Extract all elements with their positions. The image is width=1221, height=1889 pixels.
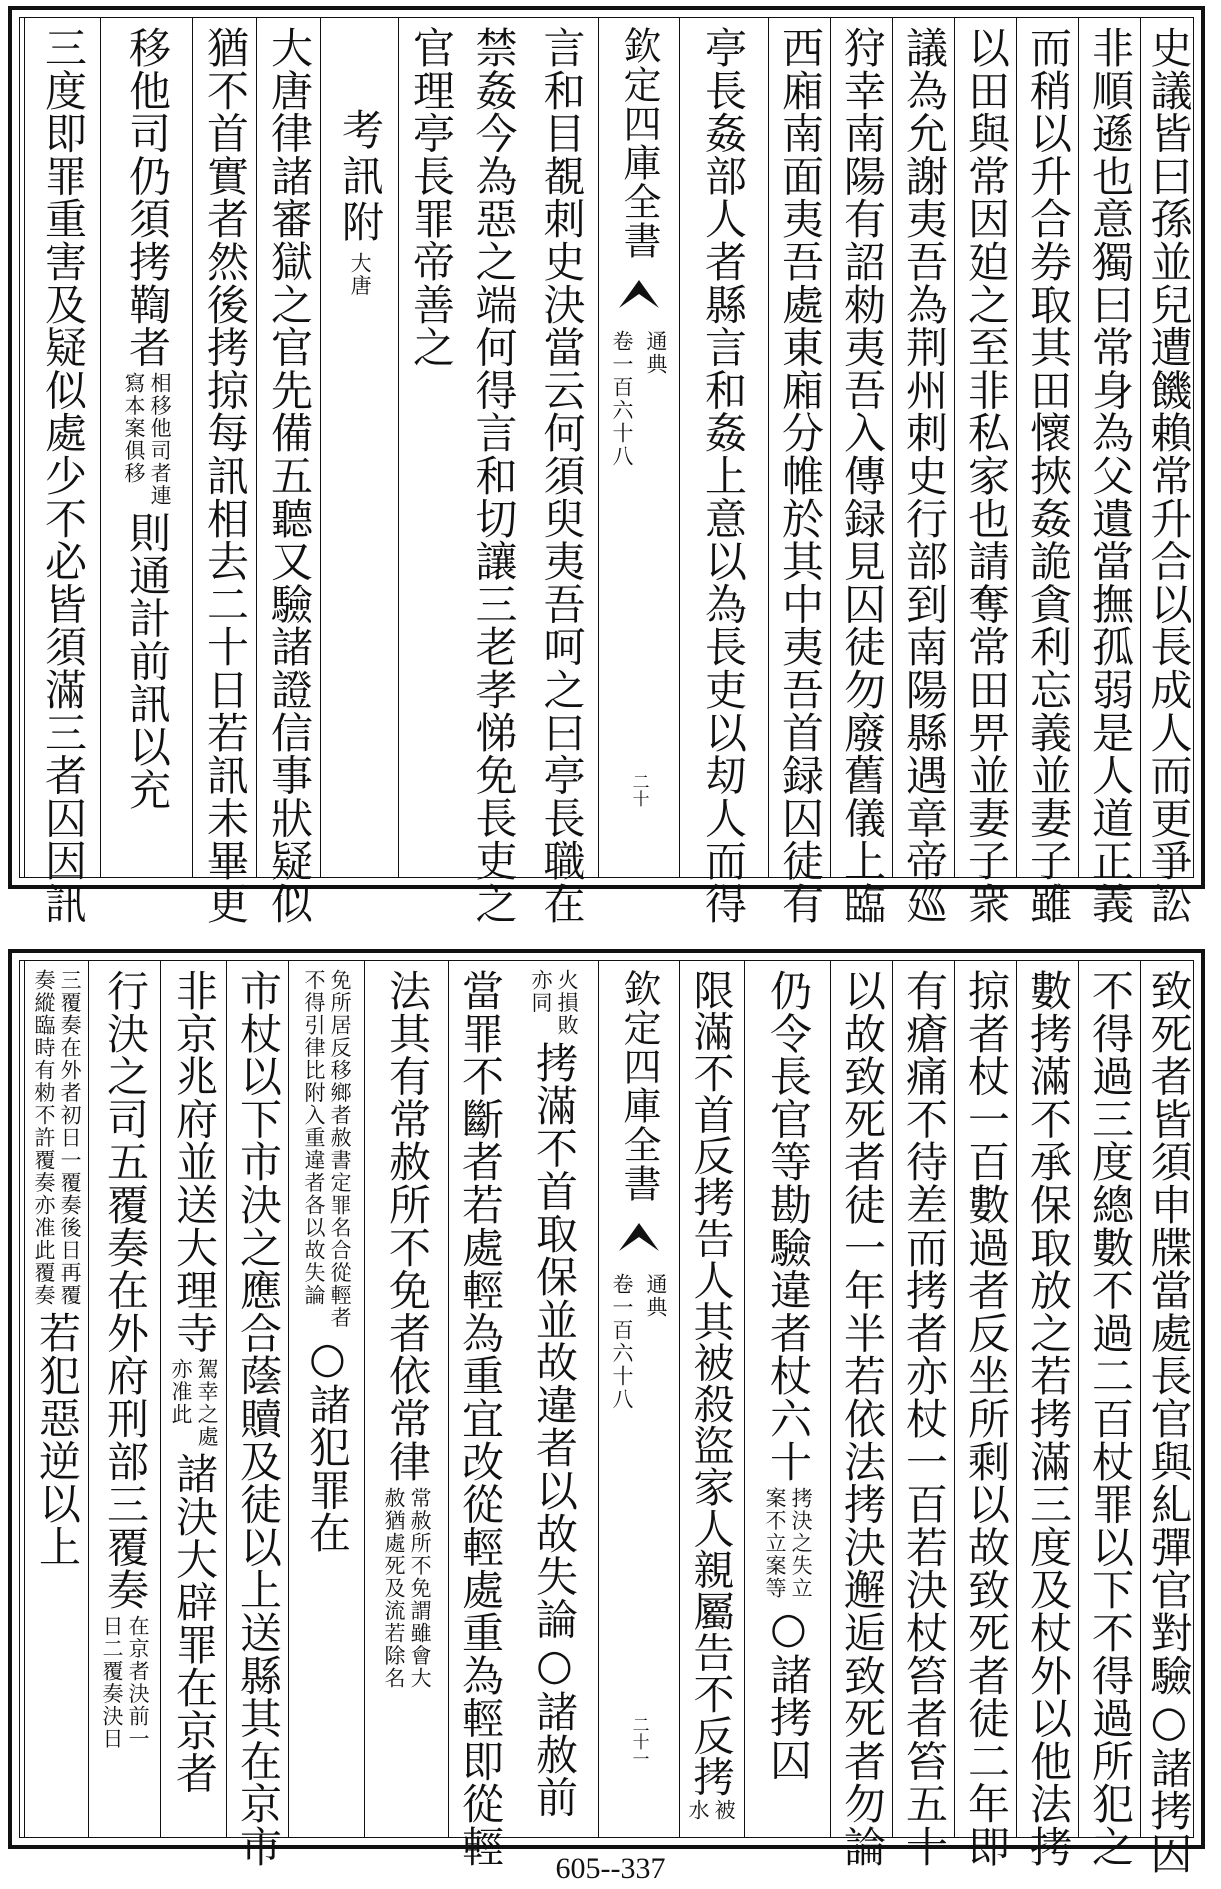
text-column (954, 18, 1017, 925)
column-text: 仍令長官等勘驗違者杖六十 (764, 969, 813, 1483)
book-title: 欽定四庫全書 (617, 969, 661, 1203)
column-text: 行決之司五覆奏在外府刑部三覆奏 (101, 969, 150, 1611)
text-column-with-note (364, 961, 449, 1837)
top-page (8, 6, 1205, 925)
text-column-with-note (24, 961, 89, 1837)
column-text: 限滿不首反拷告人其被殺盜家人親屬告不反拷 (686, 969, 735, 1797)
text-column (678, 18, 768, 925)
center-header-column (598, 18, 680, 877)
text-column-with-note (510, 961, 598, 1837)
text-column (892, 961, 955, 1868)
text-column (892, 18, 955, 925)
leaf-number: 二十一 (628, 1716, 649, 1767)
column-text: 史議皆曰孫並兒遭饑賴常升合以長成人而更爭訟 (1144, 26, 1194, 925)
center-header-column (598, 961, 680, 1837)
book-name: 通典 (644, 1273, 668, 1319)
column-text: 西廂南面夷吾處東廂分帷於其中夷吾首録囚徒有 (776, 26, 825, 925)
top-page-frame (19, 17, 1194, 925)
column-text: 數拷滿不承保取放之若拷滿三度及杖外以他法拷 (1024, 969, 1073, 1868)
text-column (192, 18, 257, 925)
column-text: 掠者杖一百數過者反坐所剩以故致死者徒二年即 (962, 969, 1011, 1868)
column-text: 法其有常赦所不免者依常律 (383, 969, 432, 1483)
column-text: 移他司仍須拷鞫者 (123, 26, 172, 369)
text-column (398, 18, 463, 877)
column-text: 不得過三度總數不過二百杖罪以下不得過所犯之 (1086, 969, 1135, 1868)
text-column (1078, 961, 1141, 1868)
text-column (1016, 18, 1079, 925)
column-text: 拷滿不首取保並故違者以故失論○諸赦前 (530, 1040, 579, 1818)
text-column (24, 18, 101, 925)
interlinear-note-left: 水 (686, 1799, 710, 1822)
interlinear-note-left: 不得引律比附入重違者各以故失論 (302, 969, 326, 1307)
interlinear-note-left: 日二覆奏決日 (100, 1615, 124, 1750)
text-column-with-note (88, 961, 161, 1837)
text-column (256, 18, 321, 925)
text-column (678, 961, 744, 1837)
interlinear-note-right: 常赦所不免謂雖會大 (408, 1486, 433, 1690)
column-text: 諸決大辟罪在京者 (170, 1452, 219, 1795)
section-heading-note: 大唐 (348, 252, 373, 297)
column-text: 議為允謝夷吾為荆州刺史行部到南陽縣遇章帝廵 (900, 26, 949, 925)
interlinear-note-left: 寫本案俱移 (122, 372, 146, 485)
fish-tail-mark-icon (617, 1217, 661, 1253)
interlinear-note-right: 駕幸之處 (195, 1358, 220, 1449)
interlinear-note-left: 赦猶處死及流若除名 (382, 1486, 406, 1690)
column-text: 致死者皆須申牒當處長官與糺彈官對驗○諸拷囚 (1144, 969, 1194, 1875)
interlinear-note-right: 免所居反移鄉者赦書定罪名合從輕者 (328, 969, 353, 1329)
column-text: 猶不首實者然後拷掠每訊相去二十日若訊未畢更 (201, 26, 250, 925)
page-footer-number: 605--337 (555, 1852, 666, 1885)
volume-number: 卷一百六十八 (610, 330, 634, 468)
column-text: 市杖以下市決之應合蔭贖及徒以上送縣其在京市 (234, 969, 283, 1868)
book-name: 通典 (644, 330, 668, 376)
interlinear-note-left: 亦同 (529, 969, 553, 1014)
section-heading: 考訊附 (336, 108, 385, 246)
column-text: 大唐律諸審獄之官先備五聽又驗諸證信事狀疑似 (265, 26, 314, 925)
text-column (830, 961, 893, 1868)
text-column (1140, 961, 1196, 1875)
text-column-with-note (288, 961, 365, 1837)
column-text: 而稍以升合券取其田懷挾姦詭貪利忘義並妻子雖 (1024, 26, 1073, 925)
column-text: 有瘡痛不待差而拷者亦杖一百若決杖笞者笞五十 (900, 969, 949, 1868)
text-column (1078, 18, 1141, 925)
interlinear-note-right: 拷決之失立 (789, 1486, 814, 1600)
interlinear-note-left: 亦准此 (169, 1358, 193, 1426)
section-heading-column (320, 18, 399, 877)
column-text: 官理亭長罪帝善之 (407, 26, 456, 369)
interlinear-note-left: 奏縱臨時有勑不許覆奏亦准此覆奏 (32, 969, 56, 1307)
fish-tail-mark-icon (617, 274, 661, 310)
column-text: 禁姦今為惡之端何得言和切讓三老孝悌免長吏之 (469, 26, 519, 925)
column-text: 非京兆府並送大理寺 (170, 969, 219, 1355)
interlinear-note-right: 在京者決前一 (126, 1615, 151, 1750)
book-title: 欽定四庫全書 (617, 26, 661, 260)
column-text: 以田與常因廹之至非私家也請奪常田畀並妻子衆 (962, 26, 1011, 925)
column-text: 當罪不斷者若處輕為重宜改從輕處重為輕即從輕 (456, 969, 505, 1868)
text-column (954, 961, 1017, 1868)
text-column (525, 18, 598, 925)
text-column (462, 18, 525, 925)
column-text: 非順遜也意獨曰常身為父遺當撫孤弱是人道正義 (1086, 26, 1135, 925)
interlinear-note-right: 火損敗 (555, 969, 580, 1037)
interlinear-note-right: 相移他司者連 (148, 372, 173, 508)
column-text: 亭長姦部人者縣言和姦上意以為長吏以刧人而得 (699, 26, 748, 925)
text-column-with-note (100, 18, 193, 877)
column-text: 三度即罪重害及疑似處少不必皆須滿三者囚因訊 (39, 26, 88, 925)
text-column-with-note (160, 961, 227, 1837)
text-column (1016, 961, 1079, 1868)
column-text: 以故致死者徒一年半若依法拷決邂逅致死者勿論 (838, 969, 887, 1868)
volume-number: 卷一百六十八 (610, 1273, 634, 1411)
column-text: 言和目覩刺史決當云何須臾夷吾呵之曰亭長職在 (537, 26, 587, 925)
text-column (1140, 18, 1196, 925)
column-text: 狩幸南陽有詔勑夷吾入傳録見囚徒勿廢舊儀上臨 (838, 26, 887, 925)
column-text: ○諸犯罪在 (303, 1333, 352, 1554)
column-text: 若犯惡逆以上 (33, 1310, 82, 1568)
leaf-number: 二十 (628, 773, 649, 807)
text-column-with-note (744, 961, 831, 1837)
text-column (768, 18, 831, 925)
interlinear-note-right: 三覆奏在外者初日一覆奏後日再覆 (58, 969, 83, 1307)
text-column (830, 18, 893, 925)
interlinear-note-left: 案不立案等 (763, 1486, 787, 1600)
column-text: 則通計前訊以充 (123, 511, 172, 812)
text-column (226, 961, 289, 1868)
text-column (448, 961, 511, 1868)
column-text: ○諸拷囚 (764, 1603, 813, 1782)
interlinear-note-right: 被 (712, 1799, 737, 1822)
